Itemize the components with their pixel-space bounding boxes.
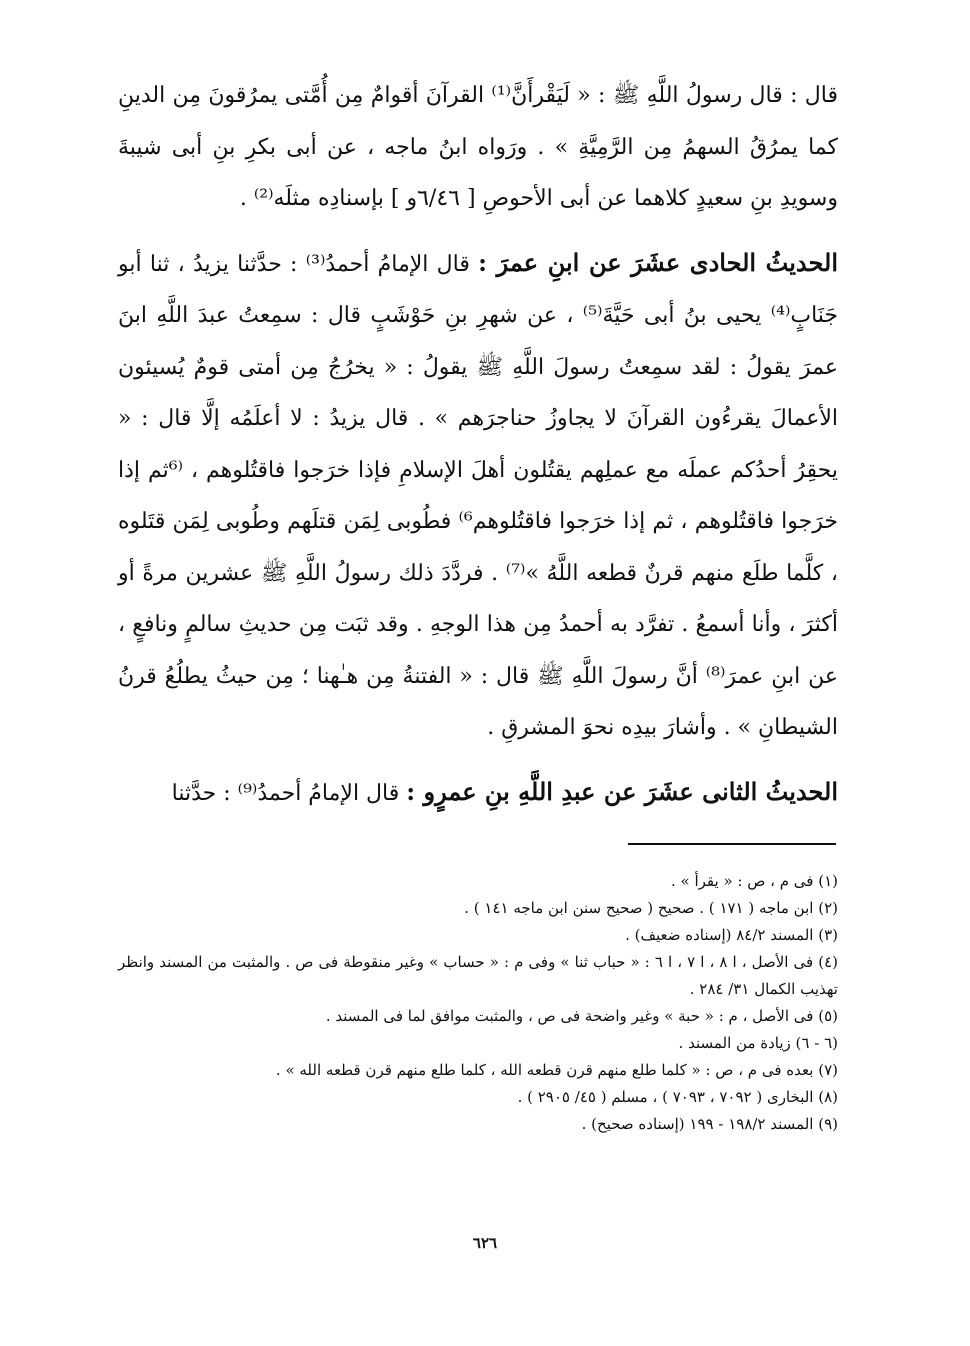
paragraph-2 bbox=[118, 237, 838, 754]
footnote-2: (٢) ابن ماجه ( ١٧١ ) . صحيح ( صحيح سنن ابن ماجه ١٤١ ) . bbox=[464, 899, 838, 917]
page-number: ٦٢٦ bbox=[472, 1234, 498, 1252]
hadith-11-title: الحديثُ الحادى عشَرَ عن ابنِ عمرَ : bbox=[478, 247, 838, 277]
footnote-9: (٩) المسند ١٩٨/٢ - ١٩٩ (إسناده صحيح) . bbox=[581, 1115, 838, 1133]
footnote-8: (٨) البخارى ( ٧٠٩٢ ، ٧٠٩٣ ) ، مسلم ( ٤٥/ ٢٩٠٥ ) . bbox=[517, 1088, 838, 1106]
footnote-3: (٣) المسند ٨٤/٢ (إسناده ضعيف) . bbox=[625, 926, 838, 944]
footnote-1: (١) فى م ، ص : « يقرأ » . bbox=[670, 872, 838, 890]
paragraph-2-text: قال الإمامُ أحمدُ⁽³⁾ : حدَّثنا يزيدُ ، ثنا أبو جَنَابٍ⁽⁴⁾ يحيى بنُ أبى حَيَّةَ⁽⁵⁾ ، عن شهرِ بنِ حَوْشَبٍ قال : سمِعتُ عبدَ اللَّهِ ابنَ عمرَ يقولُ : لقد سمِعتُ رسولَ اللَّهِ ﷺ يقولُ : « يخرُجُ مِن أمتى قومٌ يُسيئون الأعمالَ يقرءُون القرآنَ لا يجاوزُ حناجرَهم » . قال يزيدُ : لا أعلَمُه إلَّا قال : « يحقِرُ أحدُكم عملَه مع عملِهم يقتُلون أهلَ الإسلامِ فإذا خرَجوا فاقتُلوهم ، ⁽⁶ثم إذا خرَجوا فاقتُلوهم ، ثم إذا خرَجوا فاقتُلوهم⁶⁾ فطُوبى لِمَن قتلَهم وطُوبى لِمَن قتَلوه ، كلَّما طلَع منهم قرنٌ قطعه اللَّهُ »⁽⁷⁾ . فردَّدَ ذلك رسولُ اللَّهِ ﷺ عشرين مرةً أو أكثرَ ، وأنا أسمعُ . تفرَّد به أحمدُ مِن هذا الوجهِ . وقد ثبَت مِن حديثِ سالمٍ ونافعٍ ، عن ابنِ عمرَ⁽⁸⁾ أنَّ رسولَ اللَّهِ ﷺ قال : « الفتنةُ مِن هـٰهنا ؛ مِن حيثُ يطلُعُ قرنُ الشيطانِ » . وأشارَ بيدِه نحوَ المشرقِ . bbox=[118, 251, 839, 740]
footnote-7: (٧) بعده فى م ، ص : « كلما طلع منهم قرن قطعه الله ، كلما طلع منهم قرن قطعه الله » . bbox=[275, 1061, 838, 1079]
footnotes bbox=[118, 868, 838, 1138]
paragraph-3-text: قال الإمامُ أحمدُ⁽⁹⁾ : حدَّثنا bbox=[171, 780, 407, 806]
footnote-6: (٦ - ٦) زيادة من المسند . bbox=[678, 1034, 838, 1052]
paragraph-1-text: قال : قال رسولُ اللَّهِ ﷺ : « لَيَقْرأَنَّ⁽¹⁾ القرآنَ أقوامٌ مِن أُمَّتى يمرُقونَ مِن الدينِ كما يمرُقُ السهمُ مِن الرَّمِيَّةِ » . ورَواه ابنُ ماجه ، عن أبى بكرِ بنِ أبى شيبةَ وسويدِ بنِ سعيدٍ كلاهما عن أبى الأحوصِ [ ٦/٤٦و ] بإسنادِه مثلَه⁽²⁾ . bbox=[118, 83, 839, 211]
paragraph-3 bbox=[118, 766, 838, 820]
hadith-12-title: الحديثُ الثانى عشَرَ عن عبدِ اللَّهِ بنِ عمرٍو : bbox=[406, 776, 838, 806]
footnote-4: (٤) فى الأصل ، ا ٨ ، ا ٧ ، ا ٦ : « حباب ثنا » وفى م : « حساب » وغير منقوطة فى ص . والمثبت من المسند وانظر تهذيب الكمال ٣١/ ٢٨٤ . bbox=[118, 953, 838, 998]
main-text bbox=[118, 68, 838, 819]
footnote-5: (٥) فى الأصل ، م : « حبة » وغير واضحة فى ص ، والمثبت موافق لما فى المسند . bbox=[325, 1007, 838, 1025]
paragraph-1 bbox=[118, 68, 838, 225]
footnote-separator bbox=[628, 843, 836, 845]
